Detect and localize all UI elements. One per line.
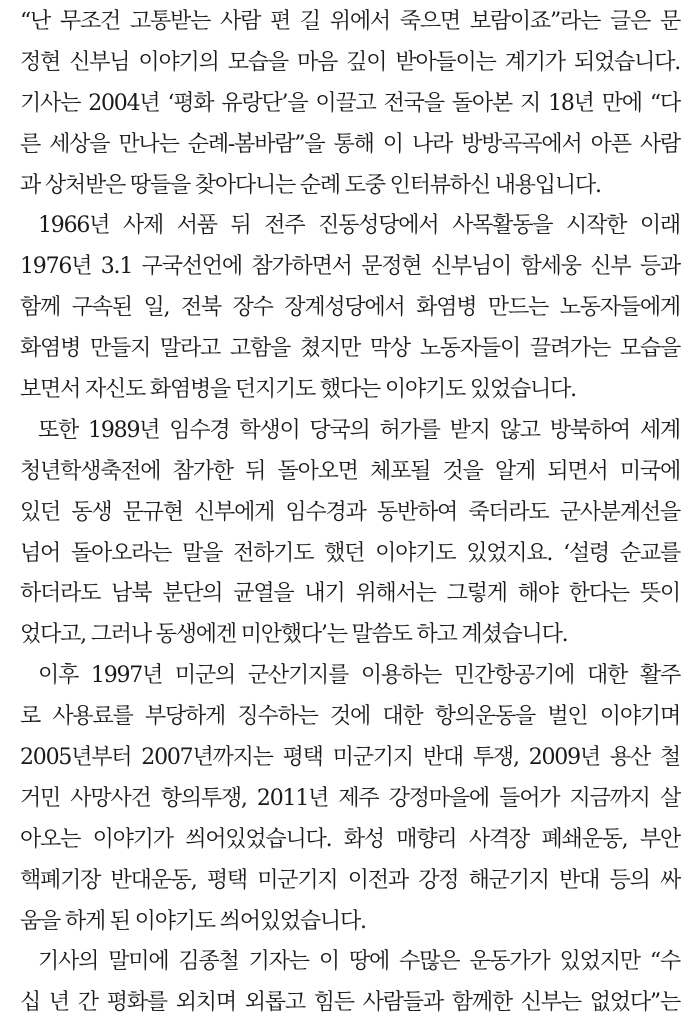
text-line: 정현 신부님 이야기의 모습을 마음 깊이 받아들이는 계기가 되었습니다. [20,49,680,75]
text-line: 십 년 간 평화를 외치며 외롭고 힘든 사람들과 함께한 신부는 없었다”는 [20,990,680,1016]
text-line: 1966년 사제 서품 뒤 전주 진동성당에서 사목활동을 시작한 이래 [38,213,680,239]
text-line: 기사는 2004년 ‘평화 유랑단’을 이끌고 전국을 돌아본 지 18년 만에 “다 [20,90,680,116]
text-line: 과 상처받은 땅들을 찾아다니는 순례 도중 인터뷰하신 내용입니다. [20,172,601,198]
text-line: 하더라도 남북 분단의 균열을 내기 위해서는 그렇게 해야 한다는 뜻이 [20,581,680,607]
text-line: 청년학생축전에 참가한 뒤 돌아오면 체포될 것을 알게 되면서 미국에 [20,458,680,484]
text-line: 있던 동생 문규현 신부에게 임수경과 동반하여 죽더라도 군사분계선을 [20,499,680,525]
text-line: 또한 1989년 임수경 학생이 당국의 허가를 받지 않고 방북하여 세계 [38,417,680,443]
text-line: 거민 사망사건 항의투쟁, 2011년 제주 강정마을에 들어가 지금까지 살 [20,785,680,811]
text-line: 보면서 자신도 화염병을 던지기도 했다는 이야기도 있었습니다. [20,377,576,403]
text-line: 이후 1997년 미군의 군산기지를 이용하는 민간항공기에 대한 활주 [38,663,680,689]
text-line: 었다고, 그러나 동생에겐 미안했다’는 말씀도 하고 계셨습니다. [20,622,568,648]
text-line: 아오는 이야기가 씌어있었습니다. 화성 매향리 사격장 폐쇄운동, 부안 [20,826,680,852]
text-line: 로 사용료를 부당하게 징수하는 것에 대한 항의운동을 벌인 이야기며 [20,704,680,730]
text-line: “난 무조건 고통받는 사람 편 길 위에서 죽으면 보람이죠”라는 글은 문 [20,9,680,34]
text-line: 1976년 3.1 구국선언에 참가하면서 문정현 신부님이 함세웅 신부 등과 [20,254,680,280]
text-line: 른 세상을 만나는 순례-봄바람”을 통해 이 나라 방방곡곡에서 아픈 사람 [20,131,680,157]
text-line: 핵폐기장 반대운동, 평택 미군기지 이전과 강정 해군기지 반대 등의 싸 [20,867,680,893]
text-line: 2005년부터 2007년까지는 평택 미군기지 반대 투쟁, 2009년 용산 철 [20,745,680,771]
text-line: 함께 구속된 일, 전북 장수 장계성당에서 화염병 만드는 노동자들에게 [20,295,680,321]
text-line: 기사의 말미에 김종철 기자는 이 땅에 수많은 운동가가 있었지만 “수 [38,949,680,975]
text-line: 넘어 돌아오라는 말을 전하기도 했던 이야기도 있었지요. ‘설령 순교를 [20,540,680,566]
text-line: 화염병 만들지 말라고 고함을 쳤지만 막상 노동자들이 끌려가는 모습을 [20,336,680,362]
text-line: 움을 하게 된 이야기도 씌어있었습니다. [20,908,366,934]
document-body [20,2,680,1024]
